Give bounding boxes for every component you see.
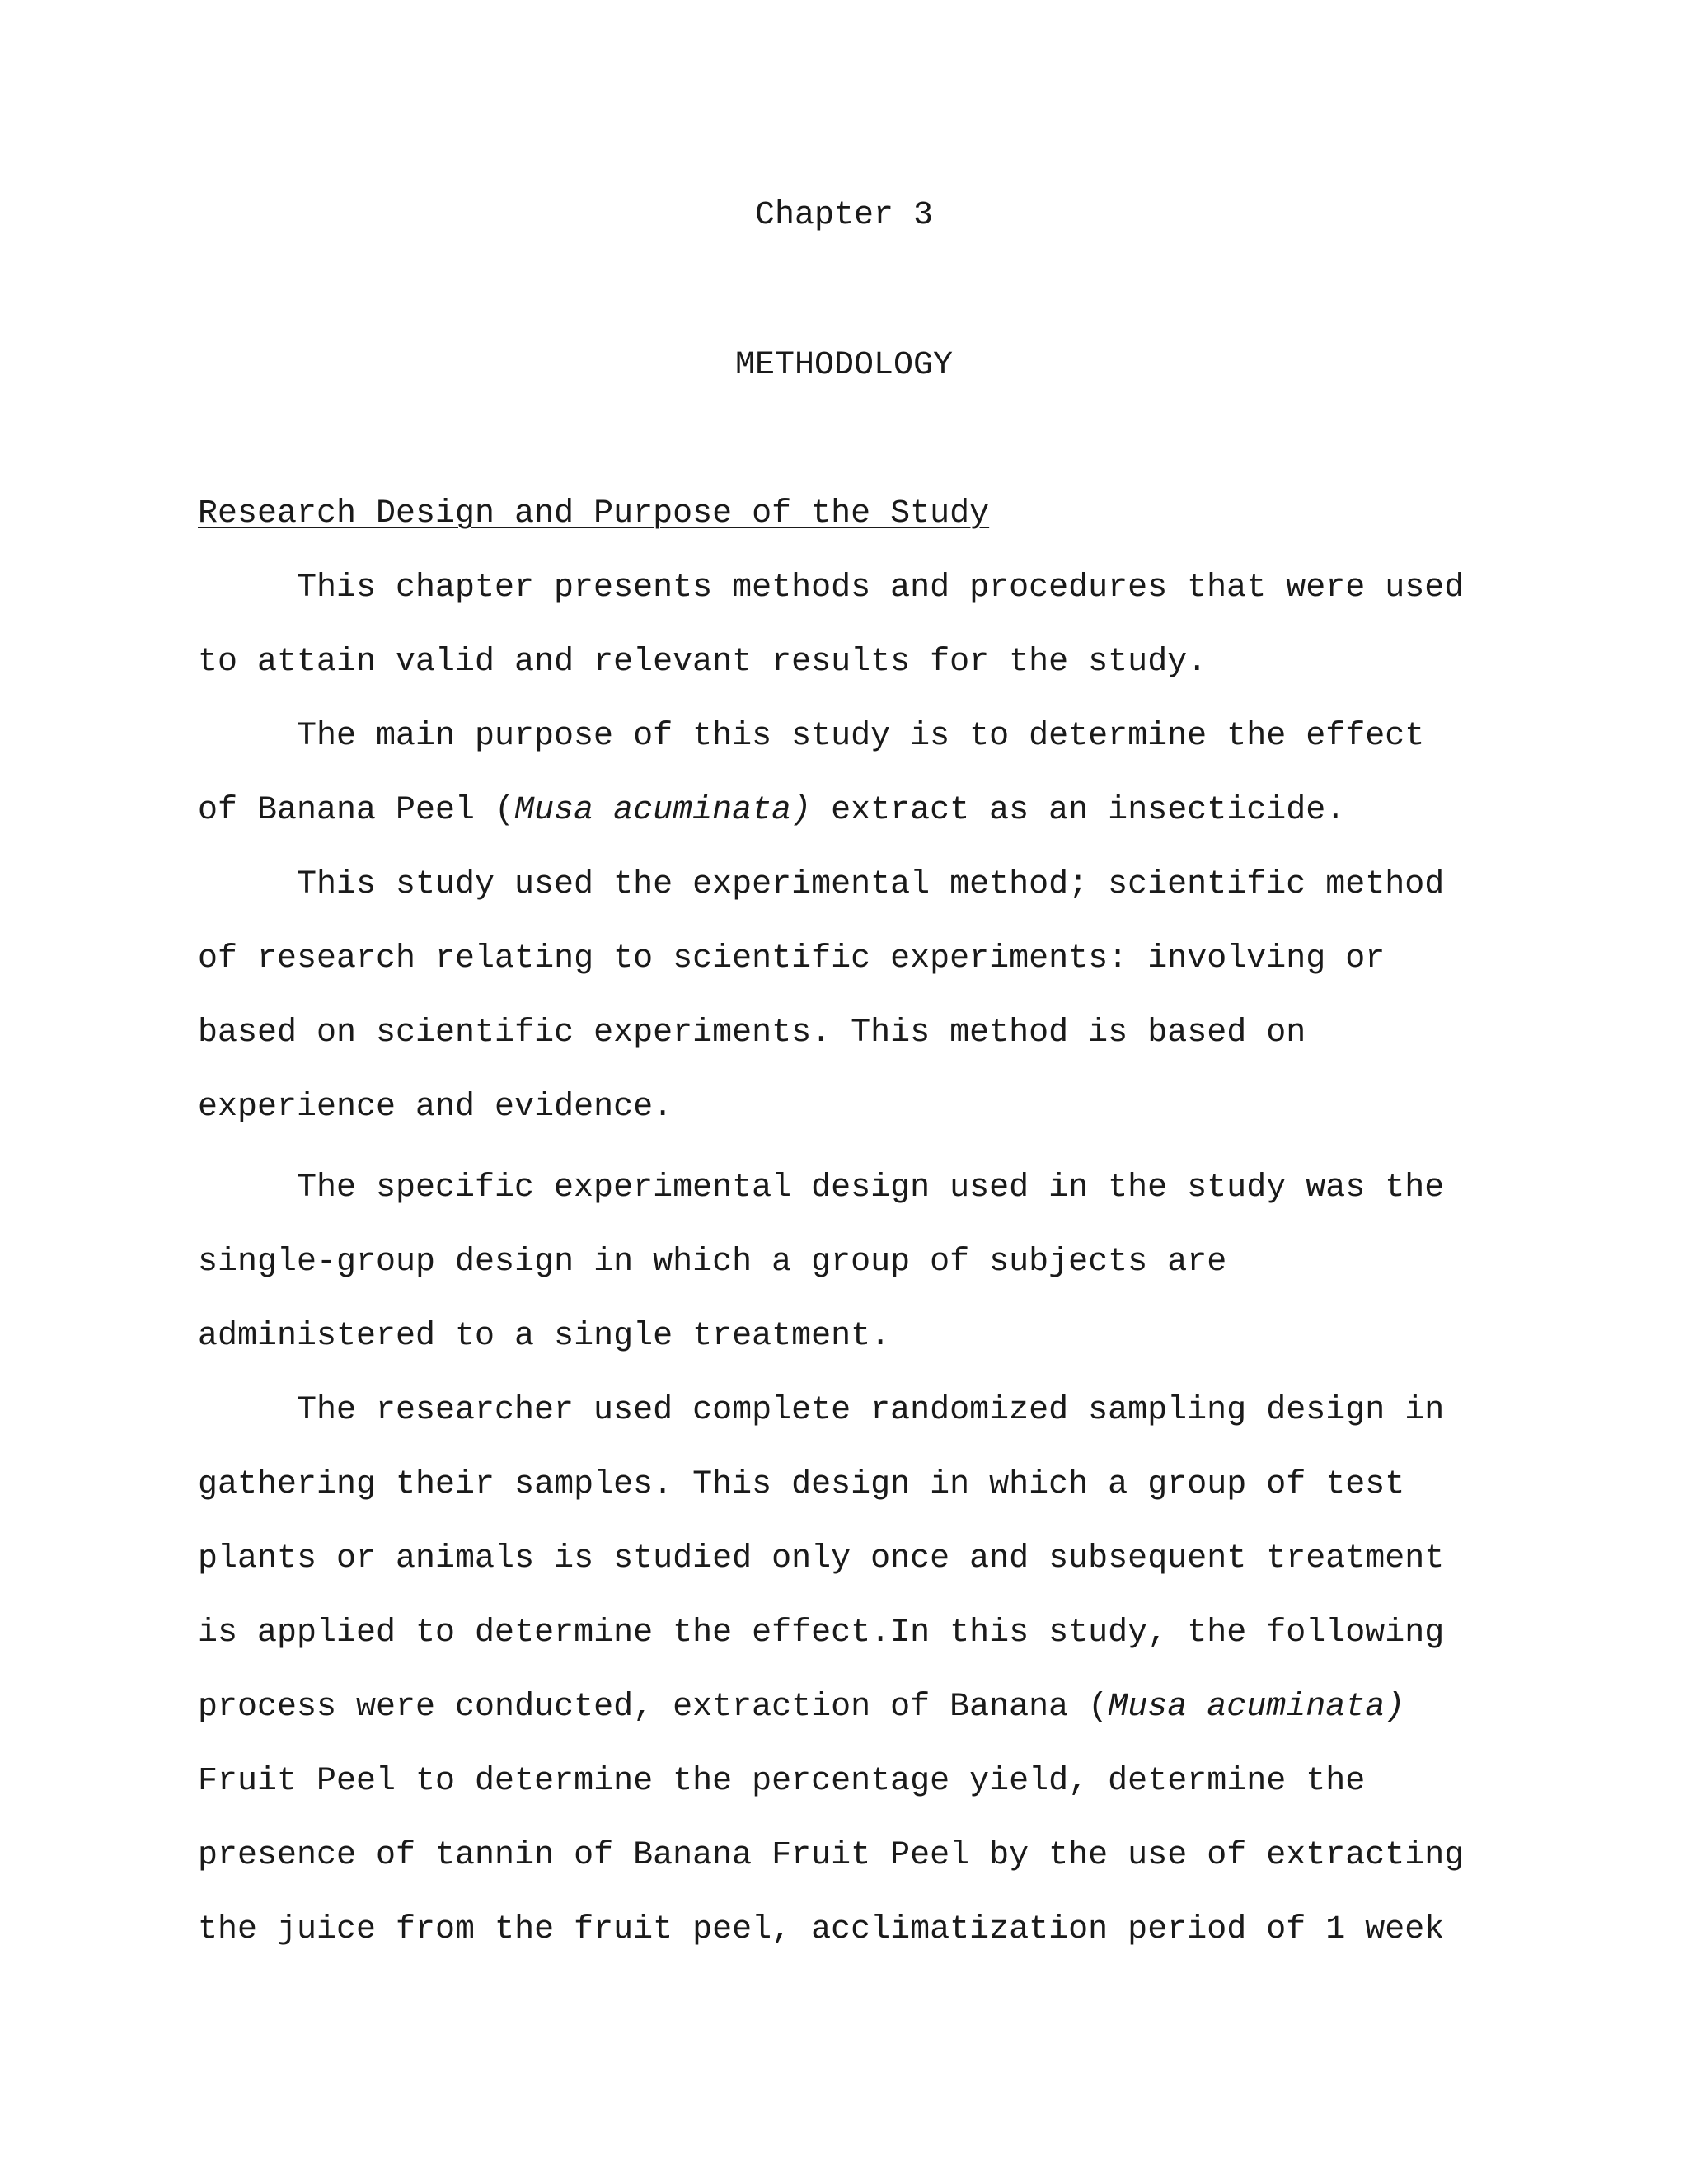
paragraph-2-line-2 [198,791,1345,831]
paragraph-3-line-3: based on scientific experiments. This method is based on [198,1015,1306,1052]
paragraph-1-line-1: This chapter presents methods and procedures that were used [297,569,1465,607]
paragraph-5-line-6: Fruit Peel to determine the percentage yield, determine the [198,1763,1366,1800]
section-heading: Research Design and Purpose of the Study [198,495,990,532]
paragraph-3-line-4: experience and evidence. [198,1089,673,1126]
paragraph-5-line-8: the juice from the fruit peel, acclimatization period of 1 week [198,1911,1445,1948]
text-run: extract as an insecticide. [811,792,1346,829]
paragraph-5-line-4: is applied to determine the effect.In this study, the following [198,1615,1445,1652]
paragraph-5-line-1: The researcher used complete randomized sampling design in [297,1392,1445,1429]
chapter-title: METHODOLOGY [734,347,954,384]
chapter-label: Chapter 3 [754,197,934,234]
paragraph-4-line-1: The specific experimental design used in the study was the [297,1169,1445,1207]
paragraph-5-line-3: plants or animals is studied only once and subsequent treatment [198,1540,1445,1577]
paragraph-1-line-2: to attain valid and relevant results for the study. [198,644,1207,681]
paragraph-5-line-2: gathering their samples. This design in which a group of test [198,1466,1405,1503]
scientific-name: Musa acuminata) [514,792,812,829]
text-run: of Banana Peel ( [198,792,515,829]
paragraph-5-line-5 [198,1688,1404,1727]
scientific-name: Musa acuminata) [1108,1689,1405,1726]
paragraph-4-line-2: single-group design in which a group of subjects are [198,1244,1227,1281]
text-run: process were conducted, extraction of Banana ( [198,1689,1109,1726]
paragraph-3-line-1: This study used the experimental method; scientific method [297,866,1445,903]
paragraph-2-line-1: The main purpose of this study is to determine the effect [297,718,1425,755]
paragraph-4-line-3: administered to a single treatment. [198,1318,891,1355]
paragraph-3-line-2: of research relating to scientific experiments: involving or [198,940,1386,977]
paragraph-5-line-7: presence of tannin of Banana Fruit Peel by the use of extracting [198,1837,1465,1874]
